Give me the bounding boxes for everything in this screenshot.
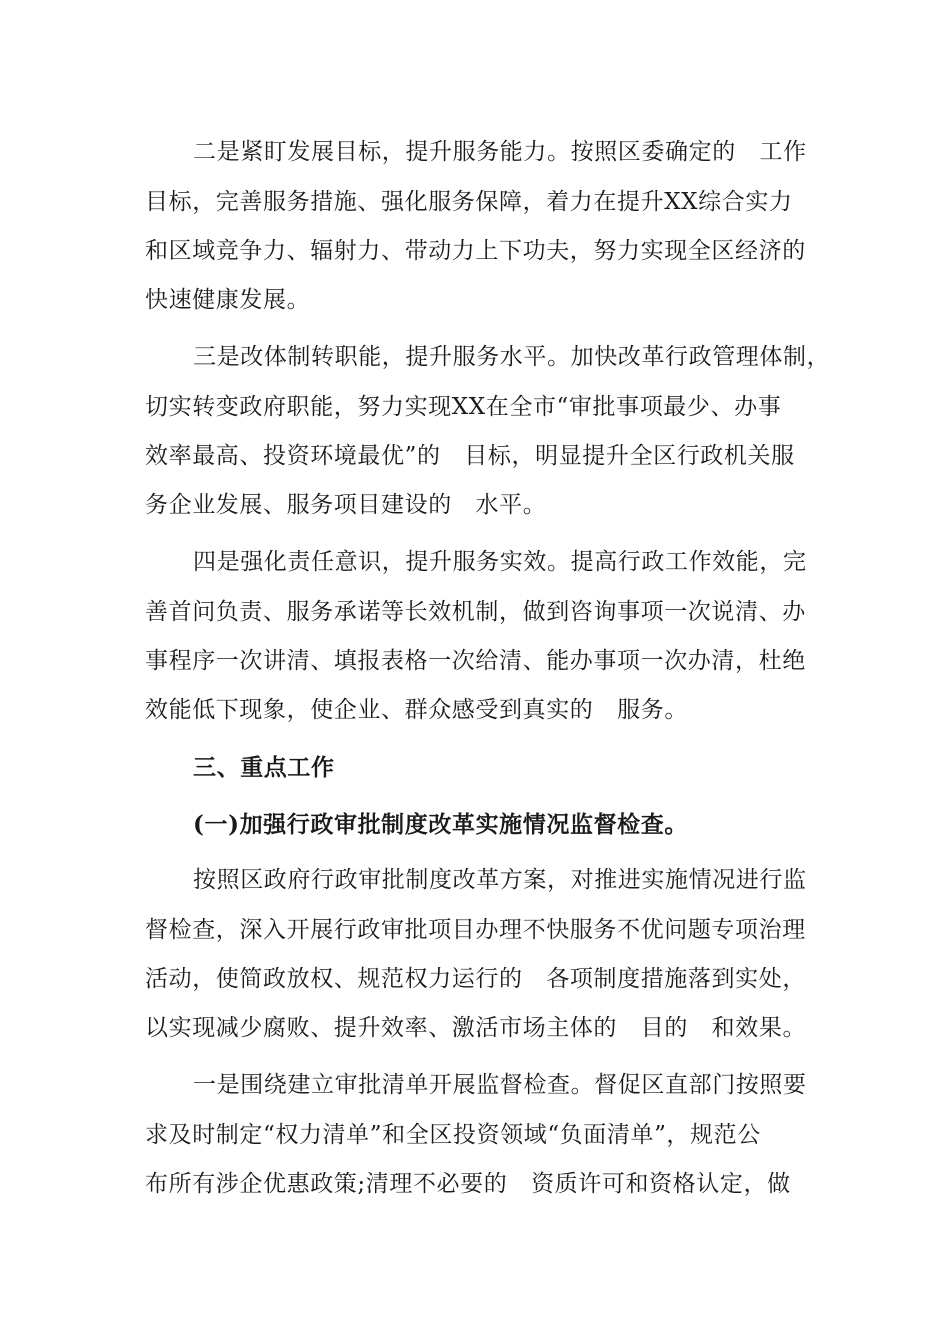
paragraph-1-line-4: 快速健康发展。 (145, 287, 311, 313)
paragraph-1-line-2: 目标，完善服务措施、强化服务保障，着力在提升XX综合实力 (145, 189, 793, 215)
paragraph-2-line-4: 务企业发展、服务项目建设的 水平。 (145, 492, 547, 518)
subsection-heading: (一)加强行政审批制度改革实施情况监督检查。 (193, 811, 688, 838)
paragraph-4-line-3: 活动，使简政放权、规范权力运行的 各项制度措施落到实处， (145, 966, 806, 992)
paragraph-2-line-1: 三是改体制转职能，提升服务水平。加快改革行政管理体制， (193, 344, 831, 370)
paragraph-5-line-2: 求及时制定“权力清单”和全区投资领域“负面清单”，规范公 (145, 1122, 761, 1148)
paragraph-2-line-2: 切实转变政府职能，努力实现XX在全市“审批事项最少、办事 (145, 394, 782, 420)
paragraph-4-line-1: 按照区政府行政审批制度改革方案，对推进实施情况进行监 (193, 867, 807, 893)
paragraph-4-line-2: 督检查，深入开展行政审批项目办理不快服务不优问题专项治理 (145, 917, 806, 943)
paragraph-3-line-4: 效能低下现象，使企业、群众感受到真实的 服务。 (145, 697, 688, 723)
paragraph-3-line-3: 事程序一次讲清、填报表格一次给清、能办事项一次办清，杜绝 (145, 648, 806, 674)
paragraph-1-line-1: 二是紧盯发展目标，提升服务能力。按照区委确定的 工作 (193, 139, 807, 165)
paragraph-3-line-2: 善首问负责、服务承诺等长效机制，做到咨询事项一次说清、办 (145, 599, 806, 625)
paragraph-3-line-1: 四是强化责任意识，提升服务实效。提高行政工作效能，完 (193, 549, 807, 575)
paragraph-4-line-4: 以实现减少腐败、提升效率、激活市场主体的 目的 和效果。 (145, 1015, 807, 1041)
paragraph-2-line-3: 效率最高、投资环境最优”的 目标，明显提升全区行政机关服 (145, 443, 795, 469)
paragraph-1-line-3: 和区域竞争力、辐射力、带动力上下功夫，努力实现全区经济的 (145, 238, 806, 264)
paragraph-5-line-3: 布所有涉企优惠政策;清理不必要的 资质许可和资格认定，做 (145, 1171, 791, 1197)
section-heading: 三、重点工作 (193, 754, 335, 781)
paragraph-5-line-1: 一是围绕建立审批清单开展监督检查。督促区直部门按照要 (193, 1072, 807, 1098)
